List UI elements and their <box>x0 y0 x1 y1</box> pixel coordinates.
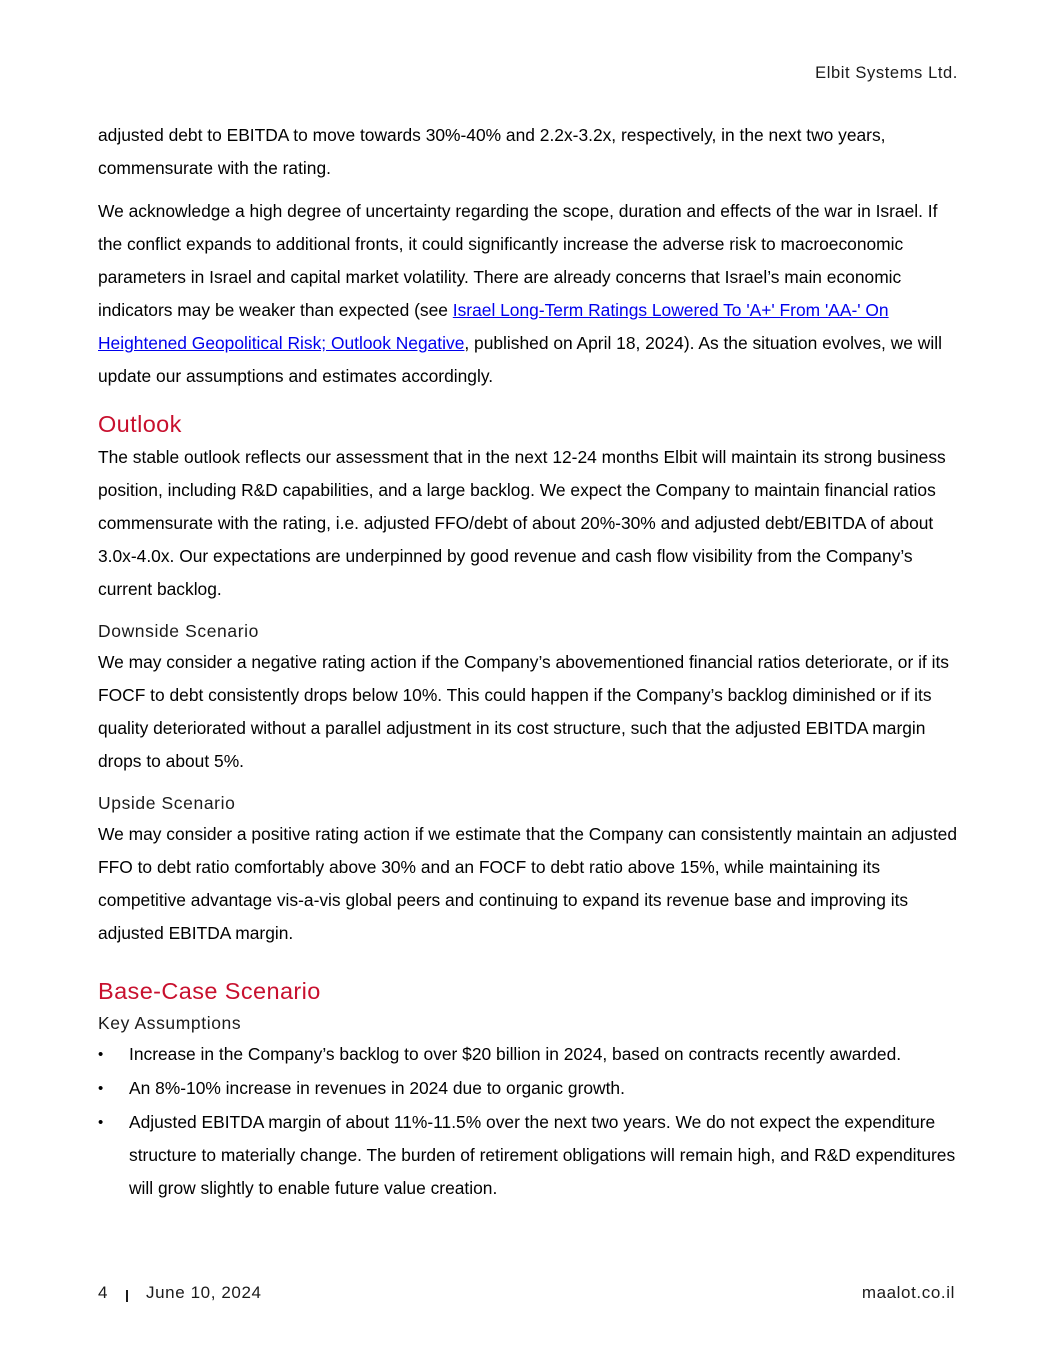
page-footer <box>98 1283 955 1307</box>
key-assumptions-heading: Key Assumptions <box>98 1013 242 1033</box>
war-paragraph-text: We acknowledge a high degree of uncertainty regarding the scope, duration and effects of the war in Israel. If the conflict expands to additional fronts, it could significantly increase the adverse risk to macroeconomic parameters in Israel and capital market volatility. There are already concerns that Israel’s main economic indicators may be weaker than expected (see <box>98 201 938 320</box>
base-case-heading: Base-Case Scenario <box>98 978 321 1004</box>
publication-date: June 10, 2024 <box>146 1283 262 1302</box>
bullet-icon: • <box>98 1080 104 1097</box>
war-uncertainty-paragraph <box>98 195 960 393</box>
intro-paragraph: adjusted debt to EBITDA to move towards 30%-40% and 2.2x-3.2x, respectively, in the next two years, commensurate with the rating. <box>98 125 886 178</box>
key-assumptions-list <box>98 1038 960 1205</box>
footer-website: maalot.co.il <box>861 1283 955 1302</box>
list-item <box>98 1106 960 1205</box>
assumption-text: An 8%-10% increase in revenues in 2024 due to organic growth. <box>129 1078 625 1098</box>
bullet-icon: • <box>98 1046 104 1063</box>
list-item <box>98 1072 960 1105</box>
outlook-paragraph: The stable outlook reflects our assessment that in the next 12-24 months Elbit will maintain its strong business position, including R&D capabilities, and a large backlog. We expect the Company to maintain financial ratios commensurate with the rating, i.e. adjusted FFO/debt of about 20%-30% and adjusted debt/EBITDA of about 3.0x-4.0x. Our expectations are underpinned by good revenue and cash flow visibility from the Company’s current backlog. <box>98 447 946 599</box>
footer-divider <box>126 1290 128 1302</box>
assumption-text: Increase in the Company’s backlog to over $20 billion in 2024, based on contracts recently awarded. <box>129 1044 902 1064</box>
downside-scenario-heading: Downside Scenario <box>98 621 259 641</box>
list-item <box>98 1038 960 1071</box>
bullet-icon: • <box>98 1114 104 1131</box>
war-paragraph-text-end: , published on April 18, 2024). As the situation evolves, we will update our assumptions and estimates accordingly. <box>98 333 942 386</box>
upside-scenario-paragraph: We may consider a positive rating action if we estimate that the Company can consistently maintain an adjusted FFO to debt ratio comfortably above 30% and an FOCF to debt ratio above 15%, while maintaining its competitive advantage vis-a-vis global peers and continuing to expand its revenue base and improving its adjusted EBITDA margin. <box>98 824 958 943</box>
upside-scenario-heading: Upside Scenario <box>98 793 236 813</box>
document-body <box>98 119 960 1206</box>
page-number: 4 <box>98 1283 109 1302</box>
downside-scenario-paragraph: We may consider a negative rating action if the Company’s abovementioned financial ratios deteriorate, or if its FOCF to debt consistently drops below 10%. This could happen if the Company’s backlog diminished or if its quality deteriorated without a parallel adjustment in its cost structure, such that the adjusted EBITDA margin drops to about 5%. <box>98 652 949 771</box>
assumption-text: Adjusted EBITDA margin of about 11%-11.5% over the next two years. We do not expect the expenditure structure to materially change. The burden of retirement obligations will remain high, and R&D expenditures will grow slightly to enable future value creation. <box>129 1112 956 1198</box>
header-company-name: Elbit Systems Ltd. <box>815 64 958 82</box>
israel-rating-report-link[interactable]: Israel Long-Term Ratings Lowered To 'A+' From 'AA-' On Heightened Geopolitical Risk; Outlook Negative <box>98 300 889 353</box>
outlook-heading: Outlook <box>98 411 182 437</box>
